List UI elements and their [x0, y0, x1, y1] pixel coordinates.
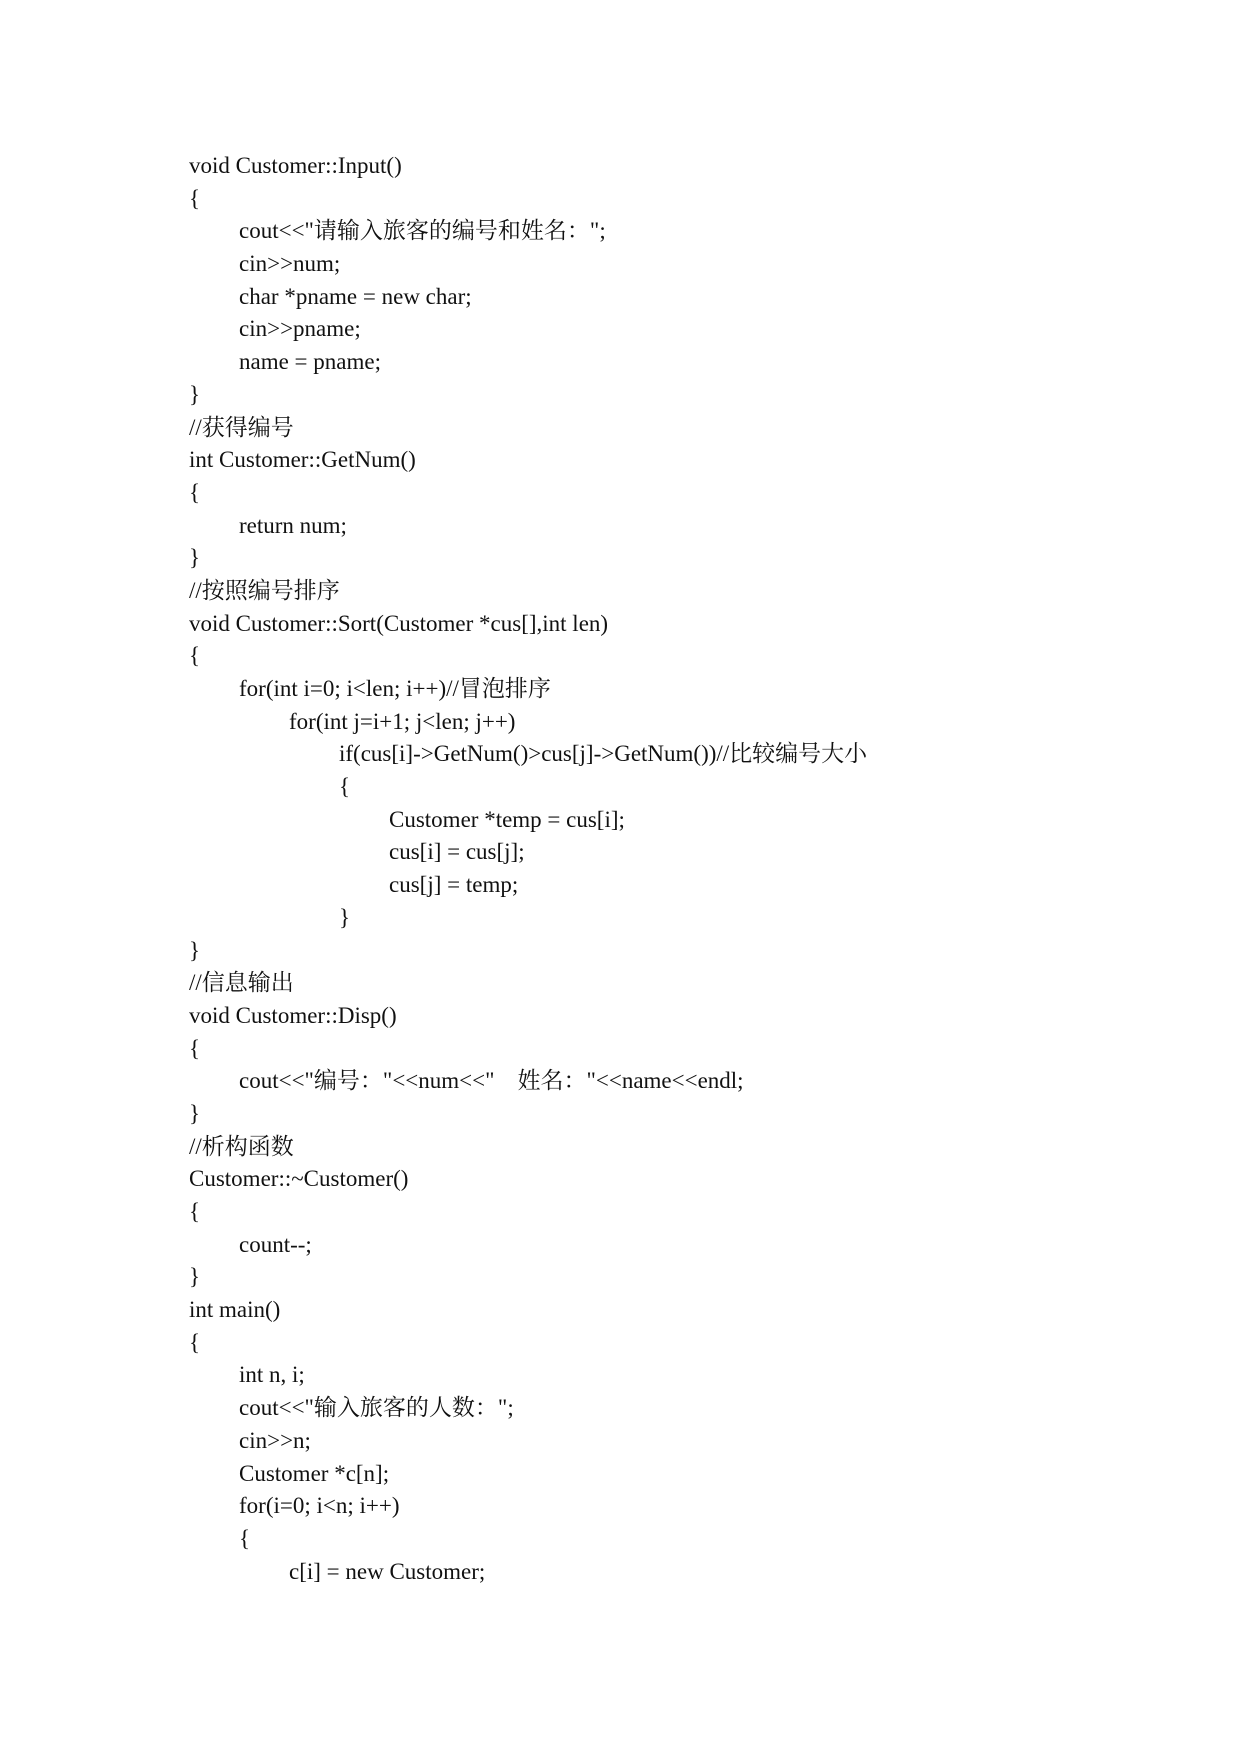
code-line: { — [189, 1199, 201, 1224]
code-line: cus[j] = temp; — [389, 872, 519, 898]
code-line: for(int i=0; i<len; i++)//冒泡排序 — [239, 676, 551, 701]
code-line: Customer::~Customer() — [189, 1166, 409, 1192]
code-line: } — [339, 904, 351, 930]
code-line: int Customer::GetNum() — [189, 447, 416, 473]
code-line: cin>>n; — [239, 1427, 311, 1453]
code-line: //析构函数 — [189, 1133, 294, 1159]
code-line: name = pname; — [239, 349, 381, 375]
code-line: } — [189, 937, 201, 963]
code-line: cus[i] = cus[j]; — [389, 839, 525, 865]
code-line: return num; — [239, 512, 347, 538]
code-line: char *pname = new char; — [239, 283, 472, 309]
code-line: count--; — [239, 1231, 312, 1257]
code-line: } — [189, 1264, 201, 1290]
code-line: cin>>pname; — [239, 316, 361, 342]
code-line: //按照编号排序 — [189, 577, 340, 603]
code-line: { — [189, 479, 201, 505]
code-line: for(int j=i+1; j<len; j++) — [289, 708, 516, 734]
code-line: cout<<"输入旅客的人数："; — [239, 1395, 514, 1421]
code-line: void Customer::Sort(Customer *cus[],int len) — [189, 610, 609, 636]
code-line: if(cus[i]->GetNum()>cus[j]->GetNum())//比较编号大小 — [339, 741, 868, 767]
code-line: //信息输出 — [189, 970, 294, 996]
code-line: { — [239, 1525, 251, 1551]
code-line: { — [189, 185, 201, 211]
code-line: cout<<"编号："<<num<<" 姓名："<<name<<endl; — [239, 1068, 744, 1094]
code-line: //获得编号 — [189, 414, 294, 440]
code-line: } — [189, 381, 201, 407]
code-line: { — [189, 1035, 201, 1061]
code-line: void Customer::Input() — [189, 153, 402, 178]
code-line: c[i] = new Customer; — [289, 1558, 486, 1584]
code-line: void Customer::Disp() — [189, 1002, 397, 1028]
code-line: { — [189, 643, 201, 669]
code-line: { — [189, 1329, 201, 1355]
code-line: cout<<"请输入旅客的编号和姓名："; — [239, 218, 606, 244]
code-line: Customer *c[n]; — [239, 1460, 390, 1486]
code-line: } — [189, 1100, 201, 1126]
code-line: for(i=0; i<n; i++) — [239, 1493, 400, 1519]
code-listing — [189, 150, 867, 1588]
code-line: } — [189, 545, 201, 571]
code-line: { — [339, 774, 351, 800]
code-line: int main() — [189, 1297, 281, 1323]
code-line: Customer *temp = cus[i]; — [389, 806, 625, 832]
code-line: cin>>num; — [239, 251, 341, 277]
code-line: int n, i; — [239, 1362, 305, 1388]
